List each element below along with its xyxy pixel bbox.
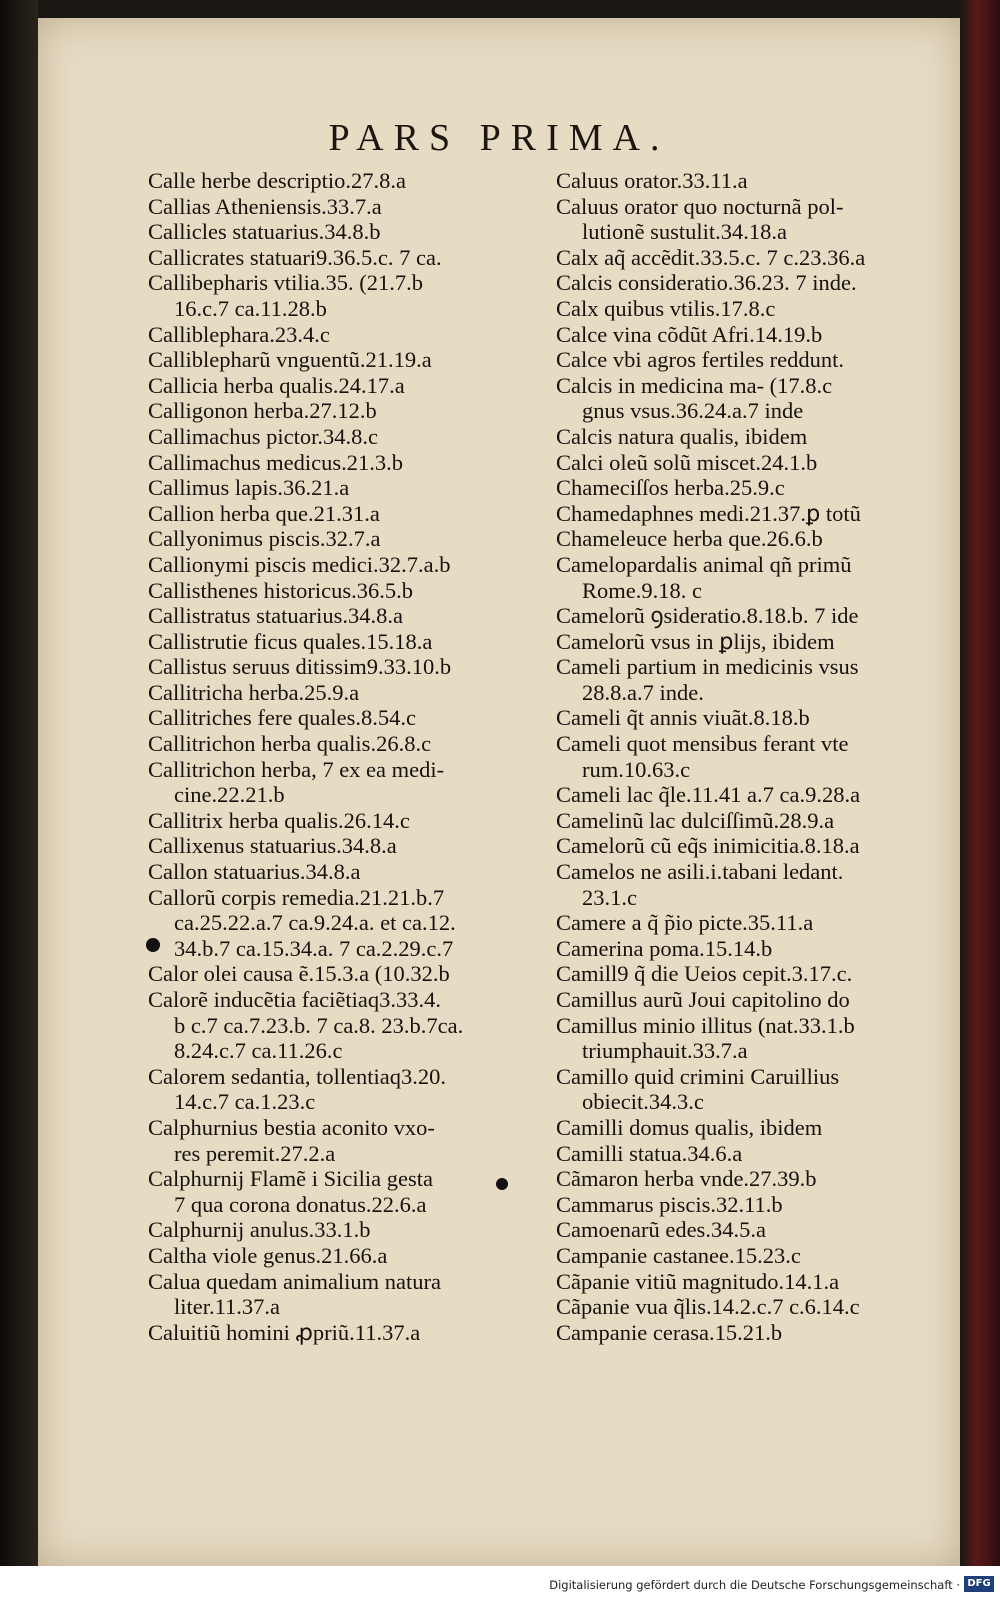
index-entry: Chameciſſos herba.25.9.c xyxy=(556,475,785,501)
index-entry: Callicia herba qualis.24.17.a xyxy=(148,372,405,398)
index-entry: Callimachus medicus.21.3.b xyxy=(148,449,403,475)
index-entry: Camilli statua.34.6.a xyxy=(556,1140,743,1166)
index-entry: Camelorũ vsus in ꝑlijs, ibidem xyxy=(556,628,835,654)
index-entry: Caluus orator.33.11.a xyxy=(556,168,748,193)
index-entry: Calua quedam animalium natura xyxy=(148,1268,442,1294)
index-entry: Cameli quot mensibus ferant vte xyxy=(556,731,849,757)
index-entry: Campanie castanee.15.23.c xyxy=(556,1242,801,1268)
index-entry: cine.22.21.b xyxy=(174,782,285,808)
index-entry: Calor olei causa ẽ.15.3.a (10.32.b xyxy=(148,961,450,987)
index-entry: Camilli domus qualis, ibidem xyxy=(556,1114,823,1140)
index-entry: Callixenus statuarius.34.8.a xyxy=(148,833,397,859)
index-entry: Camillo quid crimini Caruillius xyxy=(556,1063,840,1089)
index-entry: 16.c.7 ca.11.28.b xyxy=(174,295,327,321)
index-column-left xyxy=(148,168,588,1345)
index-entry: Callicles statuarius.34.8.b xyxy=(148,219,381,245)
index-entry: Callorũ corpis remedia.21.21.b.7 xyxy=(148,884,445,910)
index-entry: ca.25.22.a.7 ca.9.24.a. et ca.12. xyxy=(174,910,456,936)
index-entry: Callimachus pictor.34.8.c xyxy=(148,423,378,449)
index-entry: Camill9 q̃ die Ueios cepit.3.17.c. xyxy=(556,961,853,987)
index-entry: Callionymi piscis medici.32.7.a.b xyxy=(148,551,451,577)
index-entry: Cammarus piscis.32.11.b xyxy=(556,1191,783,1217)
index-entry: 8.24.c.7 ca.11.26.c xyxy=(174,1038,343,1064)
footer-credit: Digitalisierung gefördert durch die Deutsche Forschungsgemeinschaft · xyxy=(549,1578,960,1592)
index-entry: Caluus orator quo nocturnã pol- xyxy=(556,193,844,219)
index-entry: b c.7 ca.7.23.b. 7 ca.8. 23.b.7ca. xyxy=(174,1012,464,1038)
index-entry: Chameleuce herba que.26.6.b xyxy=(556,526,823,552)
index-entry: Callisthenes historicus.36.5.b xyxy=(148,577,413,603)
index-entry: 23.1.c xyxy=(582,884,637,910)
ink-blot xyxy=(146,938,160,952)
index-entry: Caluitiũ homini ꝓpriũ.11.37.a xyxy=(148,1319,421,1345)
index-entry: Callion herba que.21.31.a xyxy=(148,500,380,526)
index-entry: gnus vsus.36.24.a.7 inde xyxy=(582,398,804,424)
index-entry: Calci oleũ solũ miscet.24.1.b xyxy=(556,449,818,475)
index-entry: Caltha viole genus.21.66.a xyxy=(148,1242,388,1268)
index-entry: Cãmaron herba vnde.27.39.b xyxy=(556,1166,817,1192)
index-entry: Calcis natura qualis, ibidem xyxy=(556,423,808,449)
index-entry: Camelopardalis animal qñ primũ xyxy=(556,551,852,577)
index-entry: Calphurnius bestia aconito vxo- xyxy=(148,1114,435,1140)
index-column-right xyxy=(556,168,996,1345)
index-entry: Callistratus statuarius.34.8.a xyxy=(148,603,403,629)
index-entry: Camelorũ ꝯsideratio.8.18.b. 7 ide xyxy=(556,603,859,629)
index-entry: 7 qua corona donatus.22.6.a xyxy=(174,1191,427,1217)
index-entry: Calligonon herba.27.12.b xyxy=(148,398,377,424)
index-entry: Camere a q̃ p̃io picte.35.11.a xyxy=(556,910,814,936)
index-entry: Calle herbe descriptio.27.8.a xyxy=(148,168,407,193)
index-entry: Campanie cerasa.15.21.b xyxy=(556,1319,783,1345)
index-entry: Calorem sedantia, tollentiaq3.20. xyxy=(148,1063,447,1089)
index-entry: Callitrichon herba qualis.26.8.c xyxy=(148,731,432,757)
index-entry: Callibepharis vtilia.35. (21.7.b xyxy=(148,270,423,296)
index-entry: Camillus minio illitus (nat.33.1.b xyxy=(556,1012,855,1038)
dfg-logo: DFG xyxy=(964,1576,994,1592)
index-entry: Cãpanie vitiũ magnitudo.14.1.a xyxy=(556,1268,840,1294)
index-entry: Callitriches fere quales.8.54.c xyxy=(148,705,417,731)
index-entry: Rome.9.18. c xyxy=(582,577,702,603)
index-entry: Cãpanie vua q̃lis.14.2.c.7 c.6.14.c xyxy=(556,1294,860,1320)
index-entry: Calx quibus vtilis.17.8.c xyxy=(556,295,776,321)
index-entry: Camerina poma.15.14.b xyxy=(556,935,773,961)
index-entry: Callias Atheniensis.33.7.a xyxy=(148,193,382,219)
index-entry: Camelorũ cũ eq̃s inimicitia.8.18.a xyxy=(556,833,860,859)
index-entry: Callicrates statuari9.36.5.c. 7 ca. xyxy=(148,244,442,270)
index-entry: Callitricha herba.25.9.a xyxy=(148,679,360,705)
index-entry: Callistrutie ficus quales.15.18.a xyxy=(148,628,433,654)
index-entry: Camelos ne asili.i.tabani ledant. xyxy=(556,859,844,885)
index-entry: rum.10.63.c xyxy=(582,756,691,782)
index-entry: Cameli lac q̃le.11.41 a.7 ca.9.28.a xyxy=(556,782,861,808)
index-entry: Callyonimus piscis.32.7.a xyxy=(148,526,381,552)
index-entry: Calphurnij Flamẽ i Sicilia gesta xyxy=(148,1166,433,1192)
index-entry: lutionẽ sustulit.34.18.a xyxy=(582,219,787,245)
index-entry: Chamedaphnes medi.21.37.ꝑ totũ xyxy=(556,500,861,526)
index-entry: Callistus seruus ditissim9.33.10.b xyxy=(148,654,452,680)
index-entry: Callon statuarius.34.8.a xyxy=(148,859,361,885)
index-entry: Callitrichon herba, 7 ex ea medi- xyxy=(148,756,445,782)
footer-bar xyxy=(0,1566,1000,1604)
index-entry: triumphauit.33.7.a xyxy=(582,1038,748,1064)
index-entry: Callitrix herba qualis.26.14.c xyxy=(148,807,410,833)
index-entry: res peremit.27.2.a xyxy=(174,1140,336,1166)
index-entry: Cameli q̃t annis viuãt.8.18.b xyxy=(556,705,810,731)
index-entry: Callimus lapis.36.21.a xyxy=(148,475,350,501)
index-entry: Camillus aurũ Joui capitolino do xyxy=(556,987,850,1012)
index-entry: Camelinũ lac dulciſſimũ.28.9.a xyxy=(556,807,835,833)
index-entry: obiecit.34.3.c xyxy=(582,1089,704,1115)
ink-blot xyxy=(496,1178,508,1190)
index-entry: Calcis consideratio.36.23. 7 inde. xyxy=(556,270,857,296)
index-entry: Cameli partium in medicinis vsus xyxy=(556,654,859,680)
index-entry: Calorẽ inducẽtia faciẽtiaq3.33.4. xyxy=(148,987,442,1012)
index-entry: Calce vbi agros fertiles reddunt. xyxy=(556,347,845,373)
index-entry: Calliblepharũ vnguentũ.21.19.a xyxy=(148,347,432,373)
index-entry: Calliblephara.23.4.c xyxy=(148,321,330,347)
page-header: PARS PRIMA. xyxy=(328,117,670,159)
index-entry: Camoenarũ edes.34.5.a xyxy=(556,1217,766,1243)
index-entry: 34.b.7 ca.15.34.a. 7 ca.2.29.c.7 xyxy=(174,935,454,961)
index-entry: Calcis in medicina ma- (17.8.c xyxy=(556,372,833,398)
index-entry: Calx aq̃ accẽdit.33.5.c. 7 c.23.36.a xyxy=(556,244,866,270)
index-entry: Calphurnij anulus.33.1.b xyxy=(148,1217,371,1243)
index-entry: 14.c.7 ca.1.23.c xyxy=(174,1089,316,1115)
index-entry: 28.8.a.7 inde. xyxy=(582,679,704,705)
index-entry: Calce vina cõdũt Afri.14.19.b xyxy=(556,321,823,347)
index-entry: liter.11.37.a xyxy=(174,1294,281,1320)
book-page xyxy=(38,18,960,1566)
book-spine xyxy=(960,0,1000,1604)
book-left-edge xyxy=(0,0,38,1604)
